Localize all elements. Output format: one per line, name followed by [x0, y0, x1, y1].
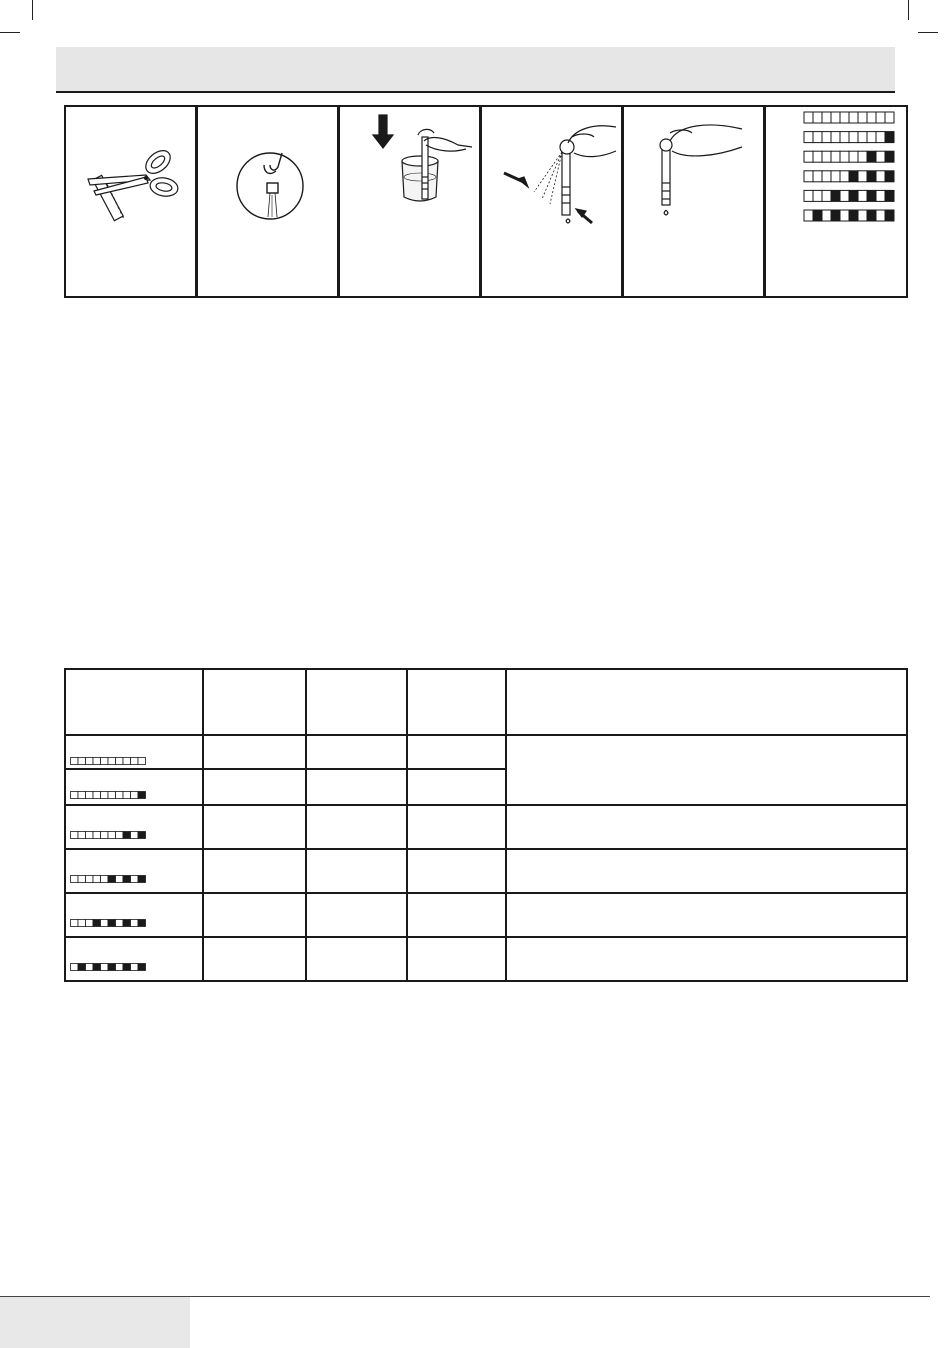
- strip-segment: [123, 792, 131, 799]
- scale-segment: [876, 210, 885, 221]
- strip-segment: [78, 792, 86, 799]
- scale-segment: [867, 132, 876, 143]
- table-note-cell: [506, 849, 907, 893]
- scale-segment: [831, 190, 840, 201]
- header-note: [506, 669, 907, 735]
- strip-segment: [93, 792, 101, 799]
- scale-segment: [840, 190, 849, 201]
- scale-segment: [831, 132, 840, 143]
- table-cell: [203, 735, 306, 769]
- scale-segment: [858, 190, 867, 201]
- scale-segment: [876, 151, 885, 162]
- scale-segment: [831, 210, 840, 221]
- scale-segment: [858, 112, 867, 123]
- strip-segment: [108, 964, 116, 971]
- table-note-cell: [506, 805, 907, 849]
- table-cell: [203, 893, 306, 937]
- table-cell: [407, 805, 506, 849]
- section-header-bar: [56, 47, 895, 93]
- scale-segment: [822, 171, 831, 182]
- dip-icon: [340, 107, 479, 296]
- table-cell: [306, 805, 407, 849]
- strip-segment: [93, 832, 101, 839]
- scale-segment: [822, 112, 831, 123]
- scale-segment: [822, 132, 831, 143]
- strip-segment: [101, 964, 109, 971]
- header-col-2: [306, 669, 407, 735]
- table-header-row: [65, 669, 907, 735]
- strip-icon: [70, 830, 150, 840]
- strip-segment: [71, 792, 79, 799]
- hold-icon: [624, 107, 763, 296]
- strip-segment: [93, 876, 101, 883]
- scale-segment: [840, 171, 849, 182]
- strip-segment: [138, 792, 146, 799]
- strip-segment: [138, 920, 146, 927]
- strip-segment: [138, 964, 146, 971]
- scale-segment: [876, 171, 885, 182]
- scale-segment: [858, 210, 867, 221]
- header-col-1: [203, 669, 306, 735]
- hardness-grid: [64, 668, 908, 982]
- scale-segment: [804, 171, 813, 182]
- table-cell: [407, 893, 506, 937]
- tap-water-icon: [198, 107, 337, 296]
- scale-segment: [867, 151, 876, 162]
- strip-segment: [71, 832, 79, 839]
- scissors-icon: [66, 107, 195, 296]
- strip-cell: [65, 735, 203, 769]
- scale-segment: [867, 171, 876, 182]
- strip-segment: [101, 920, 109, 927]
- header-col-3: [407, 669, 506, 735]
- strip-segment: [108, 832, 116, 839]
- crop-mark-top-right: [908, 0, 909, 20]
- strip-segment: [101, 876, 109, 883]
- table-cell: [306, 849, 407, 893]
- scale-segment: [804, 190, 813, 201]
- strip-segment: [86, 832, 94, 839]
- strip-segment: [116, 758, 124, 765]
- crop-mark-top-left: [32, 0, 33, 20]
- strip-segment: [78, 876, 86, 883]
- strip-segment: [138, 832, 146, 839]
- strip-segment: [86, 758, 94, 765]
- strip-segment: [71, 758, 79, 765]
- strip-segment: [108, 792, 116, 799]
- scale-segment: [831, 151, 840, 162]
- table-cell: [306, 769, 407, 805]
- crop-mark-top-left-h: [0, 32, 20, 33]
- strip-cell: [65, 937, 203, 981]
- water-hardness-table: [64, 668, 906, 984]
- scale-segment: [840, 151, 849, 162]
- panel-scissors: [64, 105, 197, 298]
- strip-segment: [116, 964, 124, 971]
- strip-segment: [101, 832, 109, 839]
- strip-segment: [93, 758, 101, 765]
- strip-icon: [70, 874, 150, 884]
- table-cell: [306, 893, 407, 937]
- strip-segment: [131, 964, 139, 971]
- strip-segment: [108, 758, 116, 765]
- scale-segment: [867, 190, 876, 201]
- scale-segment: [867, 210, 876, 221]
- strip-icon: [70, 918, 150, 928]
- table-cell: [203, 937, 306, 981]
- strip-segment: [71, 876, 79, 883]
- scale-segment: [813, 151, 822, 162]
- strip-segment: [138, 758, 146, 765]
- table-row: [65, 893, 907, 937]
- scale-segment: [813, 132, 822, 143]
- table-row: [65, 937, 907, 981]
- strip-segment: [116, 876, 124, 883]
- panel-dip-strip: [338, 105, 481, 298]
- table-row: [65, 805, 907, 849]
- header-strip: [65, 669, 203, 735]
- strip-segment: [93, 964, 101, 971]
- scale-segment: [804, 112, 813, 123]
- scale-segment: [849, 151, 858, 162]
- scale-segment: [858, 132, 867, 143]
- scale-segment: [858, 151, 867, 162]
- panel-shake-strip: [480, 105, 623, 298]
- strip-cell: [65, 849, 203, 893]
- strip-segment: [131, 920, 139, 927]
- table-cell: [203, 849, 306, 893]
- scale-segment: [831, 112, 840, 123]
- strip-segment: [116, 920, 124, 927]
- table-note-cell: [506, 937, 907, 981]
- scale-segment: [858, 171, 867, 182]
- scale-segment: [804, 132, 813, 143]
- scale-segment: [849, 210, 858, 221]
- scale-segment: [840, 210, 849, 221]
- strip-segment: [71, 964, 79, 971]
- strip-segment: [101, 758, 109, 765]
- strip-segment: [71, 920, 79, 927]
- footer-page-tab: [0, 1297, 190, 1348]
- scale-segment: [885, 132, 894, 143]
- scale-segment: [876, 112, 885, 123]
- scale-segment: [885, 190, 894, 201]
- scale-segment: [876, 190, 885, 201]
- panel-result-scale: [764, 105, 908, 298]
- strip-segment: [101, 792, 109, 799]
- strip-segment: [131, 832, 139, 839]
- scale-segment: [867, 112, 876, 123]
- strip-segment: [123, 964, 131, 971]
- scale-segment: [885, 210, 894, 221]
- strip-segment: [78, 758, 86, 765]
- scale-segment: [885, 171, 894, 182]
- table-cell: [407, 769, 506, 805]
- scale-segment: [804, 210, 813, 221]
- strip-segment: [138, 876, 146, 883]
- scale-segment: [822, 190, 831, 201]
- strip-segment: [86, 792, 94, 799]
- scale-segment: [885, 151, 894, 162]
- table-note-cell: [506, 893, 907, 937]
- scale-segment: [822, 151, 831, 162]
- panel-hold-strip: [622, 105, 765, 298]
- strip-segment: [123, 832, 131, 839]
- strip-segment: [78, 832, 86, 839]
- panel-tap-water: [196, 105, 339, 298]
- strip-icon: [70, 756, 150, 766]
- shake-icon: [482, 107, 621, 296]
- scale-segment: [840, 132, 849, 143]
- scale-segment: [840, 112, 849, 123]
- strip-segment: [78, 920, 86, 927]
- strip-scale-icon: [766, 107, 906, 296]
- table-cell: [407, 849, 506, 893]
- strip-segment: [116, 832, 124, 839]
- instruction-illustrations: [64, 105, 908, 298]
- strip-segment: [131, 792, 139, 799]
- table-cell: [203, 805, 306, 849]
- scale-segment: [831, 171, 840, 182]
- strip-segment: [86, 876, 94, 883]
- scale-segment: [813, 190, 822, 201]
- scale-segment: [804, 151, 813, 162]
- table-row: [65, 735, 907, 769]
- strip-segment: [93, 920, 101, 927]
- strip-segment: [131, 876, 139, 883]
- strip-segment: [86, 920, 94, 927]
- table-cell: [306, 735, 407, 769]
- strip-segment: [116, 792, 124, 799]
- scale-segment: [849, 112, 858, 123]
- strip-segment: [131, 758, 139, 765]
- strip-segment: [78, 964, 86, 971]
- strip-segment: [108, 876, 116, 883]
- strip-segment: [123, 920, 131, 927]
- strip-segment: [86, 964, 94, 971]
- scale-segment: [849, 171, 858, 182]
- scale-segment: [849, 132, 858, 143]
- strip-cell: [65, 893, 203, 937]
- table-cell: [203, 769, 306, 805]
- scale-segment: [885, 112, 894, 123]
- table-cell: [306, 937, 407, 981]
- scale-segment: [813, 171, 822, 182]
- table-row: [65, 849, 907, 893]
- strip-segment: [108, 920, 116, 927]
- table-cell: [407, 937, 506, 981]
- strip-icon: [70, 790, 150, 800]
- scale-segment: [822, 210, 831, 221]
- strip-cell: [65, 769, 203, 805]
- table-note-cell: [506, 735, 907, 805]
- table-cell: [407, 735, 506, 769]
- scale-segment: [876, 132, 885, 143]
- strip-cell: [65, 805, 203, 849]
- strip-icon: [70, 962, 150, 972]
- scale-segment: [813, 210, 822, 221]
- scale-segment: [813, 112, 822, 123]
- scale-segment: [849, 190, 858, 201]
- strip-segment: [123, 876, 131, 883]
- crop-mark-top-right-h: [918, 32, 938, 33]
- strip-segment: [123, 758, 131, 765]
